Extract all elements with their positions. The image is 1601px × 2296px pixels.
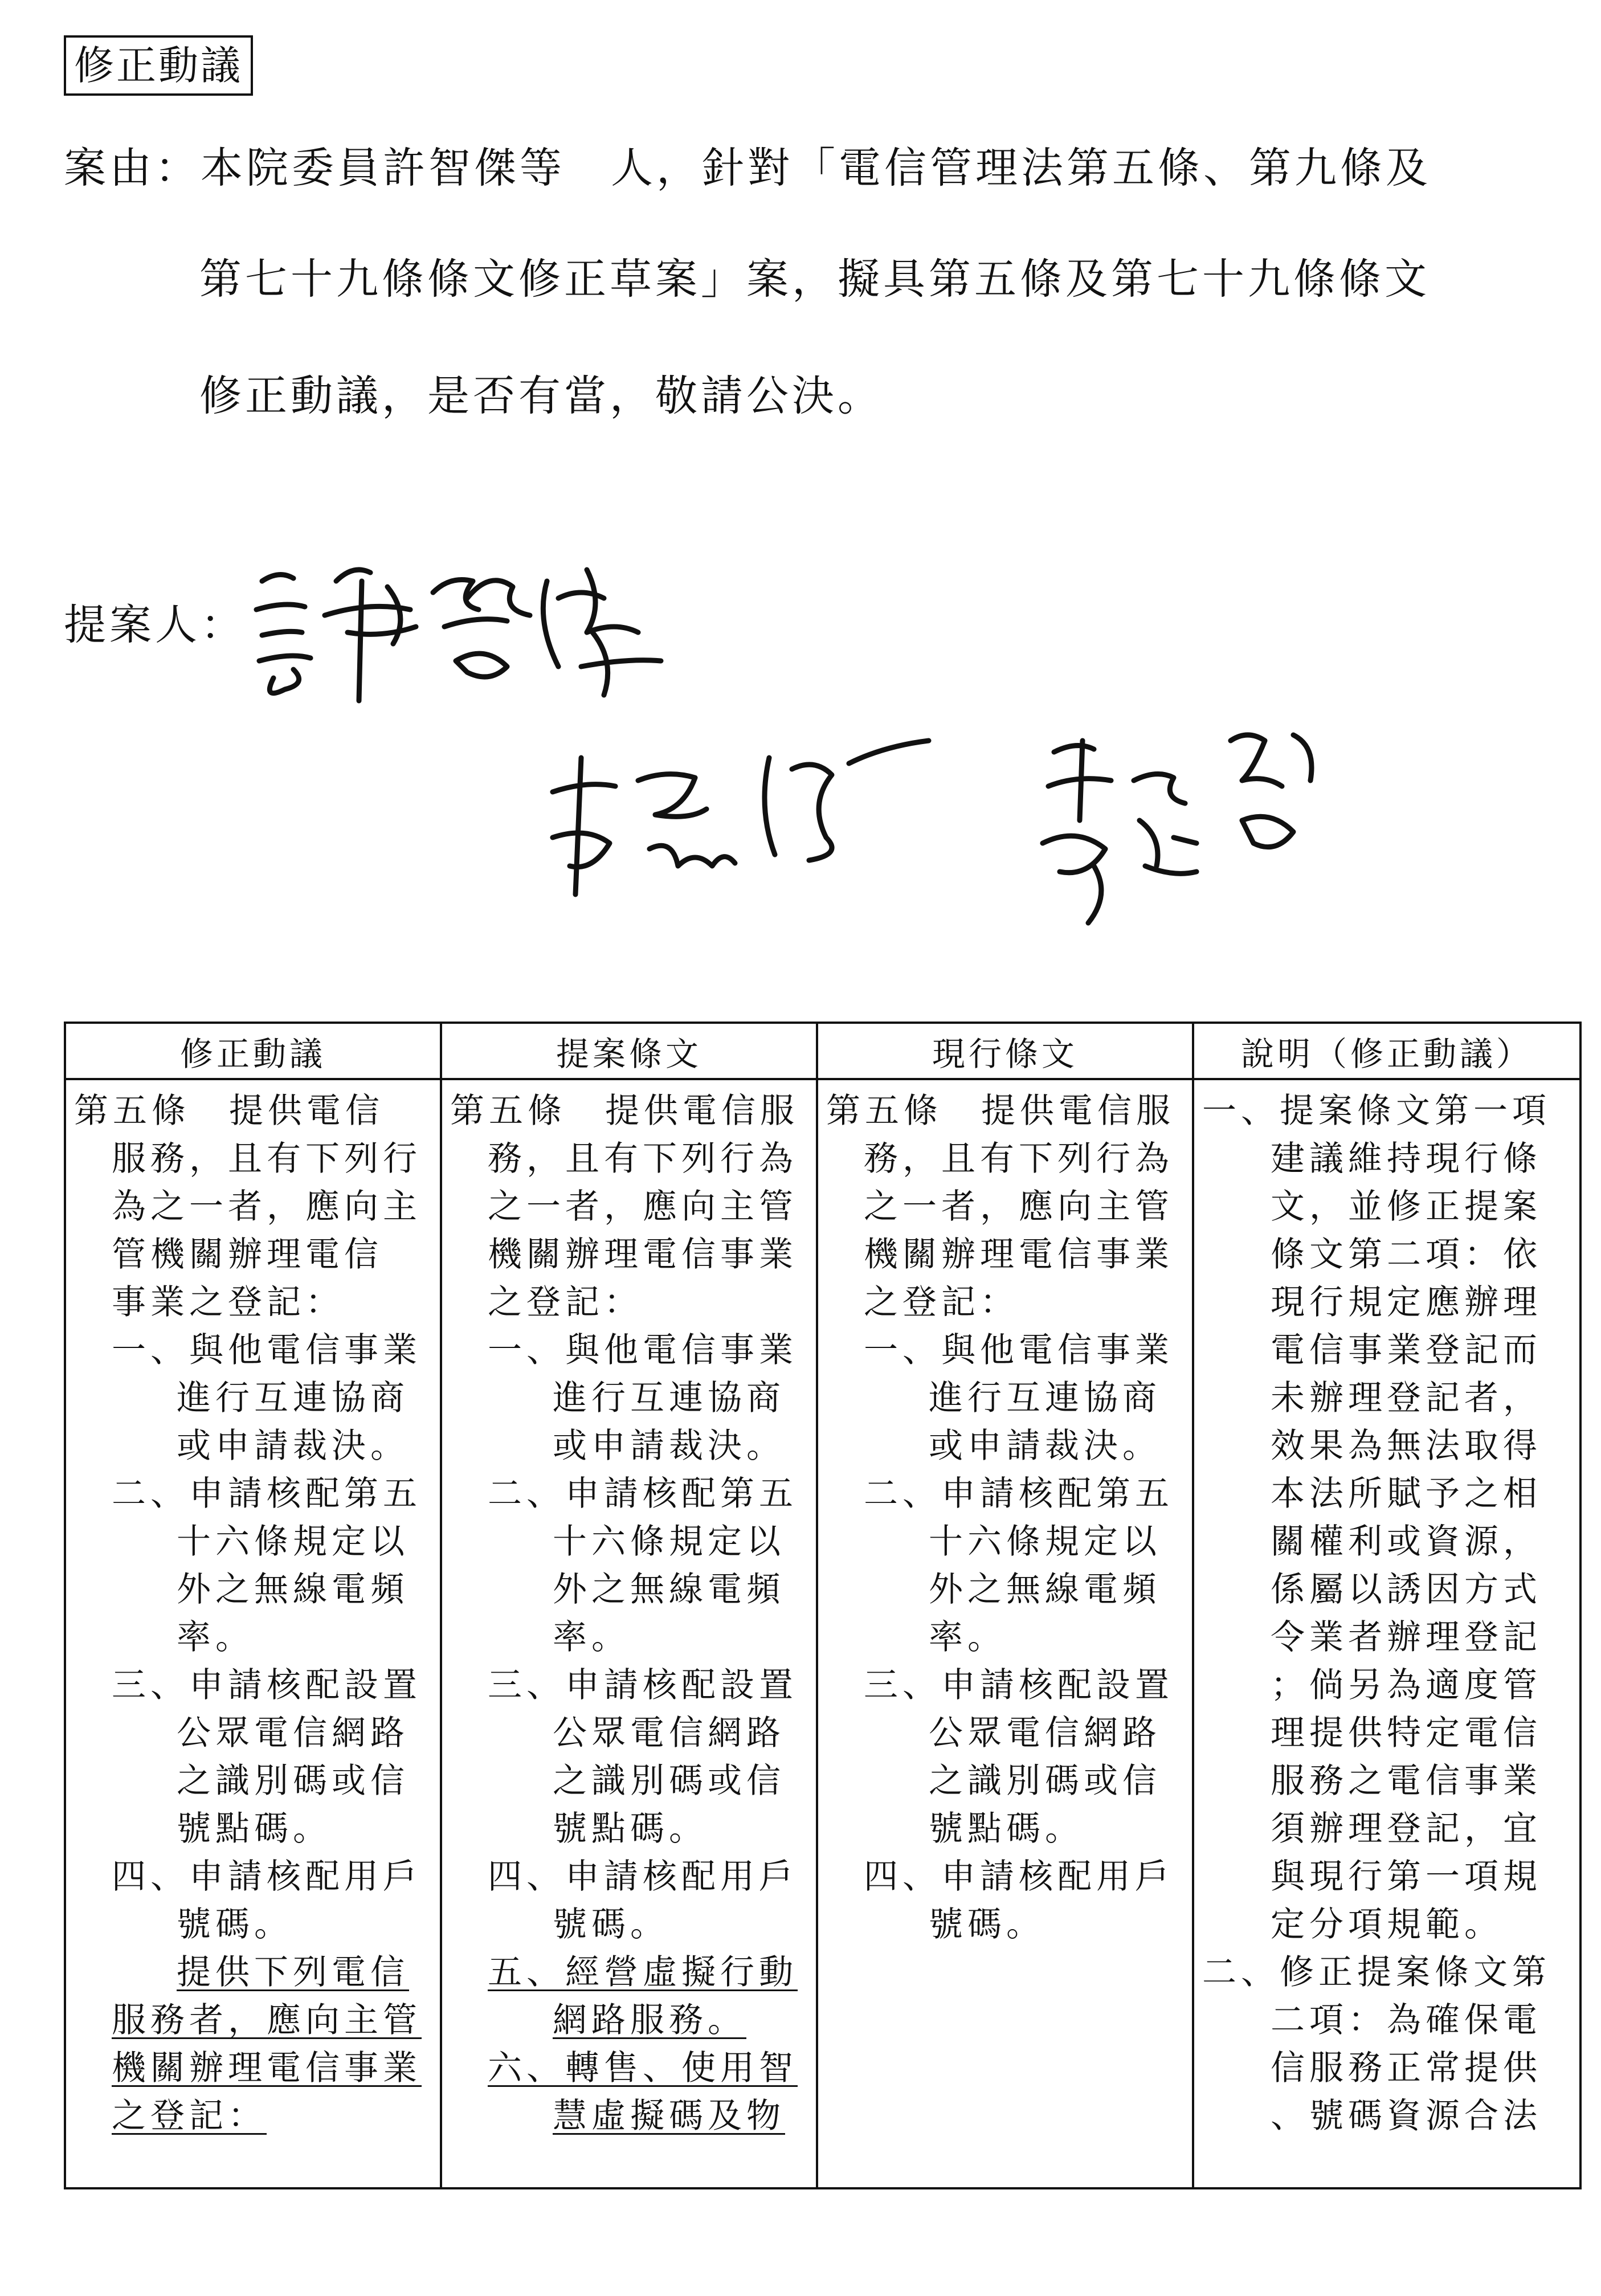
table-line: 四、申請核配用戶 [864,1857,1174,1897]
table-line: 第五條 提供電信 [74,1091,384,1131]
table-line: 進行互連協商 [929,1378,1161,1418]
table-line: 號碼。 [177,1905,293,1944]
table-line: 效果為無法取得 [1271,1426,1542,1466]
table-line: 信服務正常提供 [1271,2048,1542,2088]
table-line: 與現行第一項規 [1271,1857,1542,1897]
table-line: 十六條規定以 [553,1522,785,1562]
table-line: 文，並修正提案 [1271,1187,1542,1227]
table-line: 進行互連協商 [553,1378,785,1418]
table-line: 公眾電信網路 [929,1713,1161,1753]
table-line: 三、申請核配設置 [488,1665,798,1705]
table-line: 一、與他電信事業 [864,1330,1174,1370]
header-current: 現行條文 [817,1023,1193,1079]
table-line: 四、申請核配用戶 [488,1857,798,1897]
case-reason-line-2: 第七十九條條文修正草案」案，擬具第五條及第七十九條條文 [199,255,1430,304]
table-line: 號碼。 [553,1905,669,1944]
table-line: 十六條規定以 [929,1522,1161,1562]
table-line: 電信事業登記而 [1271,1330,1542,1370]
table-line: 號點碼。 [553,1809,708,1849]
table-line: 之登記： [488,1282,643,1322]
cell-explanation [1193,1079,1580,2188]
table-line: 服務之電信事業 [1271,1761,1542,1801]
table-line: 定分項規範。 [1271,1905,1503,1944]
table-line: 二項：為確保電 [1271,2000,1542,2040]
table-line: 第五條 提供電信服 [450,1091,799,1131]
table-line: 之一者，應向主管 [488,1187,798,1227]
table-line: 為之一者，應向主 [112,1187,422,1227]
table-line: 二、申請核配第五 [488,1474,798,1514]
table-line: 公眾電信網路 [177,1713,409,1753]
table-line: 令業者辦理登記 [1271,1617,1542,1657]
proposer-label: 提案人： [64,600,246,649]
table-line: 事業之登記： [112,1282,344,1322]
header-proposed: 提案條文 [441,1023,817,1079]
table-line: 現行規定應辦理 [1271,1282,1542,1322]
table-line: 管機關辦理電信 [112,1235,383,1274]
comparison-table [64,1022,1582,2189]
case-reason-line-3: 修正動議，是否有當，敬請公決。 [199,371,883,420]
table-line: 係屬以誘因方式 [1271,1570,1542,1609]
table-line: 十六條規定以 [177,1522,409,1562]
table-line: 提供下列電信 [177,1952,409,1992]
table-line: 五、經營虛擬行動 [488,1952,798,1992]
table-line: 務，且有下列行為 [488,1139,798,1179]
table-line: 服務者，應向主管 [112,2000,422,2040]
page-label: 修正動議 [64,35,253,96]
table-line: 之一者，應向主管 [864,1187,1174,1227]
table-line: 機關辦理電信事業 [488,1235,798,1274]
signature-3 [1026,706,1367,946]
table-line: 須辦理登記，宜 [1271,1809,1542,1849]
table-line: 公眾電信網路 [553,1713,785,1753]
table-line: 二、修正提案條文第 [1202,1952,1551,1992]
table-line: 率。 [177,1617,254,1657]
table-line: 關權利或資源， [1271,1522,1542,1562]
table-line: 率。 [553,1617,630,1657]
table-line: 本法所賦予之相 [1271,1474,1542,1514]
table-line: ；倘另為適度管 [1271,1665,1542,1705]
table-line: 之登記： [864,1282,1019,1322]
table-line: 外之無線電頻 [553,1570,785,1609]
table-line: 務，且有下列行為 [864,1139,1174,1179]
table-line: 外之無線電頻 [929,1570,1161,1609]
table-line: 理提供特定電信 [1271,1713,1542,1753]
table-line: 外之無線電頻 [177,1570,409,1609]
table-line: 號點碼。 [177,1809,332,1849]
cell-amendment [65,1079,441,2188]
header-explanation: 說明（修正動議） [1193,1023,1580,1079]
table-line: 三、申請核配設置 [864,1665,1174,1705]
cell-proposed [441,1079,817,2188]
table-line: 二、申請核配第五 [864,1474,1174,1514]
table-line: 或申請裁決。 [929,1426,1161,1466]
table-line: 之識別碼或信 [553,1761,785,1801]
table-line: 之識別碼或信 [177,1761,409,1801]
table-line: 率。 [929,1617,1006,1657]
table-line: 號點碼。 [929,1809,1084,1849]
table-line: 四、申請核配用戶 [112,1857,422,1897]
table-line: 條文第二項：依 [1271,1235,1542,1274]
table-line: 六、轉售、使用智 [488,2048,798,2088]
signature-2 [541,724,940,912]
table-line: 進行互連協商 [177,1378,409,1418]
header-amendment: 修正動議 [65,1023,441,1079]
table-line: 、號碼資源合法 [1271,2096,1542,2136]
table-line: 之識別碼或信 [929,1761,1161,1801]
table-line: 建議維持現行條 [1271,1139,1542,1179]
table-line: 網路服務。 [553,2000,746,2040]
table-line: 號碼。 [929,1905,1045,1944]
signature-1 [239,547,706,712]
table-line: 或申請裁決。 [553,1426,785,1466]
table-line: 或申請裁決。 [177,1426,409,1466]
table-line: 機關辦理電信事業 [864,1235,1174,1274]
table-line: 之登記： [112,2096,267,2136]
table-line: 二、申請核配第五 [112,1474,422,1514]
table-line: 服務，且有下列行 [112,1139,422,1179]
table-line: 一、與他電信事業 [488,1330,798,1370]
cell-current [817,1079,1193,2188]
table-line: 慧虛擬碼及物 [553,2096,785,2136]
table-line: 三、申請核配設置 [112,1665,422,1705]
case-reason-line-1: 案由：本院委員許智傑等 人，針對「電信管理法第五條、第九條及 [64,144,1431,193]
table-line: 一、提案條文第一項 [1202,1091,1551,1131]
table-line: 一、與他電信事業 [112,1330,422,1370]
table-line: 第五條 提供電信服 [826,1091,1175,1131]
table-line: 未辦理登記者， [1271,1378,1542,1418]
table-line: 機關辦理電信事業 [112,2048,422,2088]
